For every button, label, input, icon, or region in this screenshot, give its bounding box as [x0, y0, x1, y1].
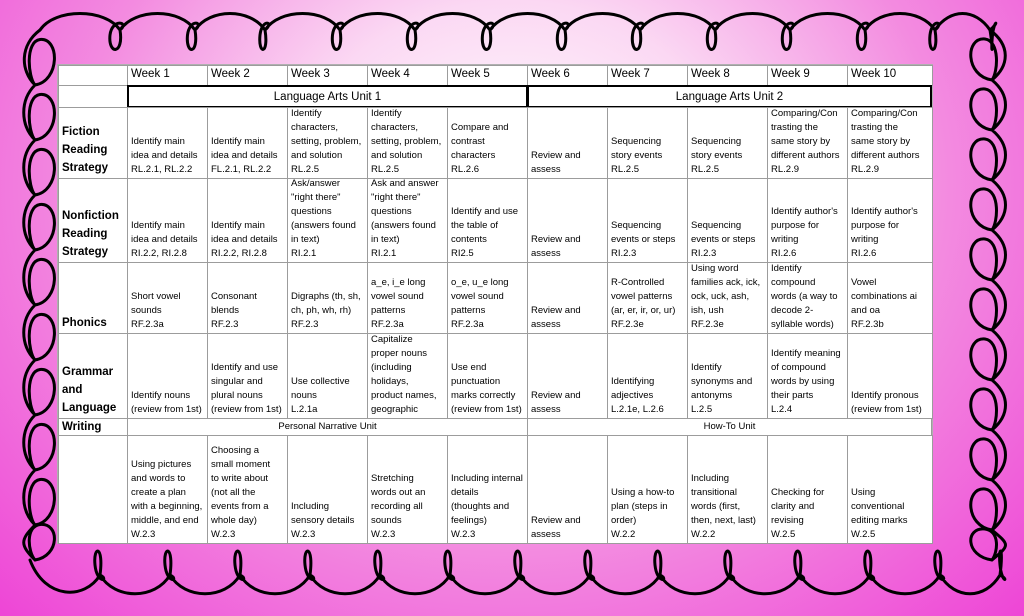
lesson-line: Digraphs (th, sh,	[291, 291, 361, 302]
lesson-cell	[287, 333, 368, 419]
row-label-line: Fiction	[62, 126, 100, 138]
lesson-line: (review from 1st)	[451, 404, 522, 415]
writing-unit-1-cell	[127, 418, 528, 436]
lesson-line: antonyms	[691, 390, 733, 401]
lesson-line: RI.2.6	[851, 248, 877, 259]
lesson-line: assess	[531, 164, 561, 175]
lesson-line: Using pictures	[131, 459, 192, 470]
row-label-cell	[58, 107, 128, 179]
lesson-line: holidays,	[371, 376, 409, 387]
week-header-label: Week 2	[211, 68, 250, 80]
lesson-line: editing marks	[851, 515, 908, 526]
week-header-cell	[207, 65, 288, 86]
lesson-line: story events	[691, 150, 743, 161]
lesson-line: Use end	[451, 362, 487, 373]
lesson-cell	[687, 107, 768, 179]
lesson-line: sensory details	[291, 515, 355, 526]
lesson-line: create a plan	[131, 487, 186, 498]
lesson-line: Vowel	[851, 277, 877, 288]
row-label-line: Language	[62, 402, 117, 414]
lesson-cell	[207, 107, 288, 179]
lesson-line: Identify author's	[771, 206, 838, 217]
lesson-line: W.2.3	[371, 529, 396, 540]
lesson-line: the table of	[451, 220, 499, 231]
lesson-line: L.2.1e, L.2.6	[611, 404, 664, 415]
lesson-line: plural nouns	[211, 390, 263, 401]
lesson-line: RI.2.1	[291, 248, 317, 259]
lesson-line: Identify pronous	[851, 390, 919, 401]
lesson-line: to write about	[211, 473, 269, 484]
lesson-line: purpose for	[851, 220, 900, 231]
lesson-line: compound	[771, 277, 816, 288]
lesson-cell	[847, 107, 933, 179]
lesson-line: transitional	[691, 487, 737, 498]
week-header-cell	[847, 65, 933, 86]
week-header-label: Week 4	[371, 68, 410, 80]
lesson-cell	[367, 333, 448, 419]
lesson-line: "right there"	[371, 192, 421, 203]
lesson-line: words by using	[771, 376, 835, 387]
week-header-cell	[527, 65, 608, 86]
lesson-line: L.2.5	[691, 404, 713, 415]
lesson-line: RI2.5	[451, 248, 474, 259]
lesson-cell	[207, 333, 288, 419]
lesson-line: RL.2.5	[371, 164, 399, 175]
lesson-line: nouns	[291, 390, 317, 401]
lesson-line: RI.2.1	[371, 248, 397, 259]
lesson-line: L.2.1a	[291, 404, 318, 415]
lesson-cell	[847, 333, 933, 419]
lesson-line: same story by	[851, 136, 911, 147]
lesson-cell	[847, 178, 933, 263]
lesson-line: patterns	[451, 305, 486, 316]
lesson-line: purpose for	[771, 220, 820, 231]
lesson-line: revising	[771, 515, 804, 526]
lesson-line: different authors	[851, 150, 920, 161]
lesson-line: contrast	[451, 136, 485, 147]
lesson-line: Identify meaning	[771, 348, 841, 359]
lesson-cell	[447, 107, 528, 179]
lesson-line: RF.2.3e	[691, 319, 724, 330]
week-header-label: Week 8	[691, 68, 730, 80]
lesson-line: ish, ush	[691, 305, 724, 316]
writing-label: Writing	[62, 420, 102, 433]
lesson-cell	[127, 178, 208, 263]
row-label-cell	[58, 262, 128, 334]
lesson-line: W.2.5	[771, 529, 796, 540]
lesson-line: Using word	[691, 263, 739, 274]
lesson-line: trasting the	[771, 122, 818, 133]
lesson-line: their parts	[771, 390, 814, 401]
lesson-line: punctuation	[451, 376, 501, 387]
lesson-line: Identify and use	[211, 362, 279, 373]
lesson-line: W.2.3	[211, 529, 236, 540]
lesson-line: Comparing/Con	[851, 108, 918, 119]
lesson-line: Capitalize	[371, 334, 413, 345]
lesson-line: (answers found	[291, 220, 356, 231]
lesson-cell	[607, 262, 688, 334]
lesson-line: (review from 1st)	[131, 404, 202, 415]
lesson-line: ch, ph, wh, rh)	[291, 305, 352, 316]
row-label-line: Phonics	[62, 317, 107, 329]
row-label-line: Grammar	[62, 366, 114, 378]
writing-unit-2-label: How-To Unit	[703, 421, 756, 432]
row-label	[62, 123, 108, 177]
week-header-cell	[367, 65, 448, 86]
lesson-cell	[127, 262, 208, 334]
unit-2-banner	[527, 85, 932, 108]
lesson-line: Identify	[771, 263, 802, 274]
lesson-line: Compare and	[451, 122, 509, 133]
lesson-line: geographic	[371, 404, 419, 415]
lesson-line: events or steps	[691, 234, 756, 245]
lesson-line: idea and details	[211, 150, 278, 161]
lesson-line: events from a	[211, 501, 269, 512]
lesson-line: Identify and use	[451, 206, 519, 217]
week-header-cell	[127, 65, 208, 86]
week-header-label: Week 5	[451, 68, 490, 80]
lesson-line: trasting the	[851, 122, 898, 133]
lesson-line: questions	[371, 206, 412, 217]
lesson-cell	[687, 435, 768, 544]
lesson-line: contents	[451, 234, 487, 245]
lesson-line: sounds	[371, 515, 402, 526]
lesson-line: idea and details	[131, 150, 198, 161]
row-label	[62, 207, 119, 261]
lesson-line: characters,	[371, 122, 418, 133]
lesson-line: Sequencing	[611, 220, 662, 231]
row-label	[62, 314, 107, 332]
lesson-line: RF.2.3	[211, 319, 239, 330]
lesson-cell	[847, 262, 933, 334]
lesson-line: in text)	[371, 234, 400, 245]
lesson-line: "right there"	[291, 192, 341, 203]
lesson-line: ock, uck, ash,	[691, 291, 750, 302]
lesson-line: RI.2.6	[771, 248, 797, 259]
lesson-line: FL.2.1, RL.2.2	[211, 164, 272, 175]
lesson-line: W.2.2	[691, 529, 716, 540]
lesson-line: assess	[531, 404, 561, 415]
lesson-line: assess	[531, 529, 561, 540]
row-label-cell	[58, 435, 128, 544]
lesson-cell	[207, 435, 288, 544]
lesson-line: Including	[291, 501, 330, 512]
lesson-line: Including internal	[451, 473, 523, 484]
curriculum-map-table	[57, 64, 933, 544]
lesson-line: setting, problem,	[371, 136, 442, 147]
row-label	[62, 363, 116, 417]
writing-unit-1-label: Personal Narrative Unit	[278, 421, 377, 432]
lesson-line: plan (steps in	[611, 501, 668, 512]
lesson-line: RL.2.5	[611, 164, 639, 175]
lesson-line: recording all	[371, 501, 423, 512]
unit-2-label: Language Arts Unit 2	[675, 90, 784, 103]
week-header-cell	[447, 65, 528, 86]
lesson-line: adjectives	[611, 390, 654, 401]
lesson-line: (ar, er, ir, or, ur)	[611, 305, 676, 316]
lesson-line: singular and	[211, 376, 263, 387]
row-label-line: and	[62, 384, 83, 396]
lesson-line: small moment	[211, 459, 271, 470]
lesson-line: Checking for	[771, 487, 825, 498]
lesson-line: RF.2.3	[291, 319, 319, 330]
lesson-line: with a beginning,	[131, 501, 203, 512]
lesson-line: and solution	[291, 150, 343, 161]
row-label-line: Reading	[62, 144, 108, 156]
lesson-line: Identify	[291, 108, 322, 119]
unit-1-label: Language Arts Unit 1	[273, 90, 382, 103]
lesson-line: feelings)	[451, 515, 487, 526]
lesson-cell	[527, 107, 608, 179]
lesson-cell	[527, 178, 608, 263]
unit-row-blank-cell	[58, 85, 128, 108]
lesson-line: characters	[451, 150, 496, 161]
week-header-label: Week 6	[531, 68, 570, 80]
lesson-line: characters,	[291, 122, 338, 133]
lesson-line: details	[451, 487, 479, 498]
lesson-line: setting, problem,	[291, 136, 362, 147]
lesson-line: patterns	[371, 305, 406, 316]
lesson-line: combinations ai	[851, 291, 918, 302]
lesson-cell	[527, 333, 608, 419]
lesson-cell	[607, 333, 688, 419]
lesson-line: story events	[611, 150, 663, 161]
lesson-line: R-Controlled	[611, 277, 665, 288]
lesson-line: Using	[851, 487, 876, 498]
lesson-line: assess	[531, 319, 561, 330]
lesson-line: assess	[531, 248, 561, 259]
lesson-line: writing	[771, 234, 799, 245]
lesson-cell	[687, 333, 768, 419]
unit-1-banner	[127, 85, 528, 108]
lesson-line: events or steps	[611, 234, 676, 245]
lesson-line: idea and details	[131, 234, 198, 245]
lesson-line: families ack, ick,	[691, 277, 761, 288]
lesson-cell	[767, 262, 848, 334]
lesson-cell	[607, 107, 688, 179]
lesson-line: (answers found	[371, 220, 436, 231]
lesson-line: RI.2.3	[691, 248, 717, 259]
writing-unit-2-cell	[527, 418, 932, 436]
lesson-line: Identify author's	[851, 206, 918, 217]
lesson-cell	[607, 435, 688, 544]
lesson-line: Ask/answer	[291, 178, 341, 189]
lesson-line: RL.2.9	[851, 164, 879, 175]
lesson-line: of compound	[771, 362, 826, 373]
lesson-line: Review and	[531, 515, 581, 526]
header-corner-cell	[58, 65, 128, 86]
lesson-line: decode 2-	[771, 305, 814, 316]
lesson-line: RL.2.9	[771, 164, 799, 175]
lesson-line: then, next, last)	[691, 515, 756, 526]
lesson-line: (review from 1st)	[851, 404, 922, 415]
week-header-cell	[287, 65, 368, 86]
lesson-line: middle, and end	[131, 515, 199, 526]
week-header-label: Week 10	[851, 68, 897, 80]
lesson-line: Review and	[531, 305, 581, 316]
lesson-line: W.2.5	[851, 529, 876, 540]
lesson-line: (including	[371, 362, 412, 373]
lesson-cell	[527, 435, 608, 544]
lesson-line: RL.2.5	[691, 164, 719, 175]
lesson-line: L.2.4	[771, 404, 793, 415]
row-label-line: Strategy	[62, 162, 109, 174]
lesson-line: Consonant	[211, 291, 257, 302]
lesson-line: order)	[611, 515, 637, 526]
lesson-line: Using a how-to	[611, 487, 675, 498]
row-label-cell	[58, 178, 128, 263]
lesson-line: W.2.3	[131, 529, 156, 540]
lesson-line: Identify	[691, 362, 722, 373]
lesson-line: and solution	[371, 150, 423, 161]
lesson-line: Identify	[371, 108, 402, 119]
lesson-line: and oa	[851, 305, 881, 316]
lesson-cell	[687, 262, 768, 334]
lesson-line: synonyms and	[691, 376, 753, 387]
lesson-line: Choosing a	[211, 445, 260, 456]
lesson-line: RF.2.3a	[451, 319, 484, 330]
lesson-cell	[287, 435, 368, 544]
lesson-line: RI.2.2, RI.2.8	[131, 248, 187, 259]
lesson-line: Use collective	[291, 376, 350, 387]
week-header-cell	[767, 65, 848, 86]
lesson-line: Identify main	[211, 220, 265, 231]
lesson-line: Identifying	[611, 376, 655, 387]
lesson-line: Review and	[531, 390, 581, 401]
lesson-line: (review from 1st)	[211, 404, 282, 415]
lesson-line: words out an	[371, 487, 426, 498]
lesson-line: Comparing/Con	[771, 108, 838, 119]
week-header-cell	[687, 65, 768, 86]
lesson-line: (thoughts and	[451, 501, 510, 512]
lesson-line: same story by	[771, 136, 831, 147]
lesson-line: whole day)	[211, 515, 257, 526]
row-label-line: Reading	[62, 228, 108, 240]
row-label-line: Strategy	[62, 246, 109, 258]
lesson-line: RL.2.6	[451, 164, 479, 175]
lesson-cell	[447, 333, 528, 419]
lesson-cell	[367, 435, 448, 544]
lesson-line: writing	[851, 234, 879, 245]
lesson-line: a_e, i_e long	[371, 277, 426, 288]
writing-label-cell	[58, 418, 128, 436]
lesson-line: Stretching	[371, 473, 414, 484]
week-header-label: Week 9	[771, 68, 810, 80]
lesson-line: conventional	[851, 501, 905, 512]
lesson-cell	[287, 262, 368, 334]
row-label-cell	[58, 333, 128, 419]
lesson-cell	[767, 333, 848, 419]
lesson-line: W.2.3	[291, 529, 316, 540]
lesson-cell	[127, 107, 208, 179]
lesson-line: RI.2.3	[611, 248, 637, 259]
lesson-line: Identify main	[211, 136, 265, 147]
lesson-line: RI.2.2, RI.2.8	[211, 248, 267, 259]
lesson-line: Sequencing	[691, 220, 742, 231]
lesson-line: Identify nouns	[131, 390, 191, 401]
lesson-line: RL.2.5	[291, 164, 319, 175]
lesson-line: vowel sound	[451, 291, 504, 302]
lesson-cell	[767, 107, 848, 179]
lesson-line: marks correctly	[451, 390, 516, 401]
lesson-cell	[687, 178, 768, 263]
lesson-cell	[367, 107, 448, 179]
lesson-line: RF.2.3b	[851, 319, 884, 330]
lesson-line: words (first,	[691, 501, 741, 512]
lesson-line: Short vowel	[131, 291, 181, 302]
lesson-line: blends	[211, 305, 239, 316]
lesson-cell	[287, 178, 368, 263]
week-header-label: Week 7	[611, 68, 650, 80]
lesson-cell	[447, 178, 528, 263]
lesson-line: Identify main	[131, 136, 185, 147]
lesson-line: Review and	[531, 150, 581, 161]
lesson-line: RL.2.1, RL.2.2	[131, 164, 193, 175]
lesson-line: in text)	[291, 234, 320, 245]
lesson-line: Sequencing	[691, 136, 742, 147]
lesson-line: clarity and	[771, 501, 815, 512]
lesson-line: sounds	[131, 305, 162, 316]
lesson-line: Sequencing	[611, 136, 662, 147]
lesson-line: proper nouns	[371, 348, 427, 359]
lesson-cell	[287, 107, 368, 179]
lesson-line: RF.2.3e	[611, 319, 644, 330]
row-label-line: Nonfiction	[62, 210, 119, 222]
lesson-cell	[447, 435, 528, 544]
lesson-cell	[127, 333, 208, 419]
lesson-cell	[847, 435, 933, 544]
lesson-line: vowel patterns	[611, 291, 673, 302]
lesson-line: product names,	[371, 390, 437, 401]
lesson-line: questions	[291, 206, 332, 217]
lesson-cell	[207, 262, 288, 334]
lesson-line: syllable words)	[771, 319, 834, 330]
lesson-cell	[767, 435, 848, 544]
lesson-line: and words to	[131, 473, 186, 484]
lesson-cell	[367, 178, 448, 263]
lesson-line: Including	[691, 473, 730, 484]
lesson-line: words (a way to	[771, 291, 838, 302]
lesson-line: o_e, u_e long	[451, 277, 509, 288]
lesson-cell	[447, 262, 528, 334]
week-header-label: Week 1	[131, 68, 170, 80]
lesson-line: different authors	[771, 150, 840, 161]
lesson-line: W.2.3	[451, 529, 476, 540]
lesson-cell	[367, 262, 448, 334]
lesson-line: Review and	[531, 234, 581, 245]
lesson-line: RF.2.3a	[131, 319, 164, 330]
lesson-line: Ask and answer	[371, 178, 439, 189]
week-header-cell	[607, 65, 688, 86]
lesson-line: idea and details	[211, 234, 278, 245]
lesson-line: RF.2.3a	[371, 319, 404, 330]
lesson-cell	[607, 178, 688, 263]
lesson-line: vowel sound	[371, 291, 424, 302]
lesson-cell	[207, 178, 288, 263]
lesson-line: (not all the	[211, 487, 256, 498]
lesson-cell	[527, 262, 608, 334]
lesson-cell	[127, 435, 208, 544]
lesson-cell	[767, 178, 848, 263]
lesson-line: Identify main	[131, 220, 185, 231]
lesson-line: W.2.2	[611, 529, 636, 540]
week-header-label: Week 3	[291, 68, 330, 80]
